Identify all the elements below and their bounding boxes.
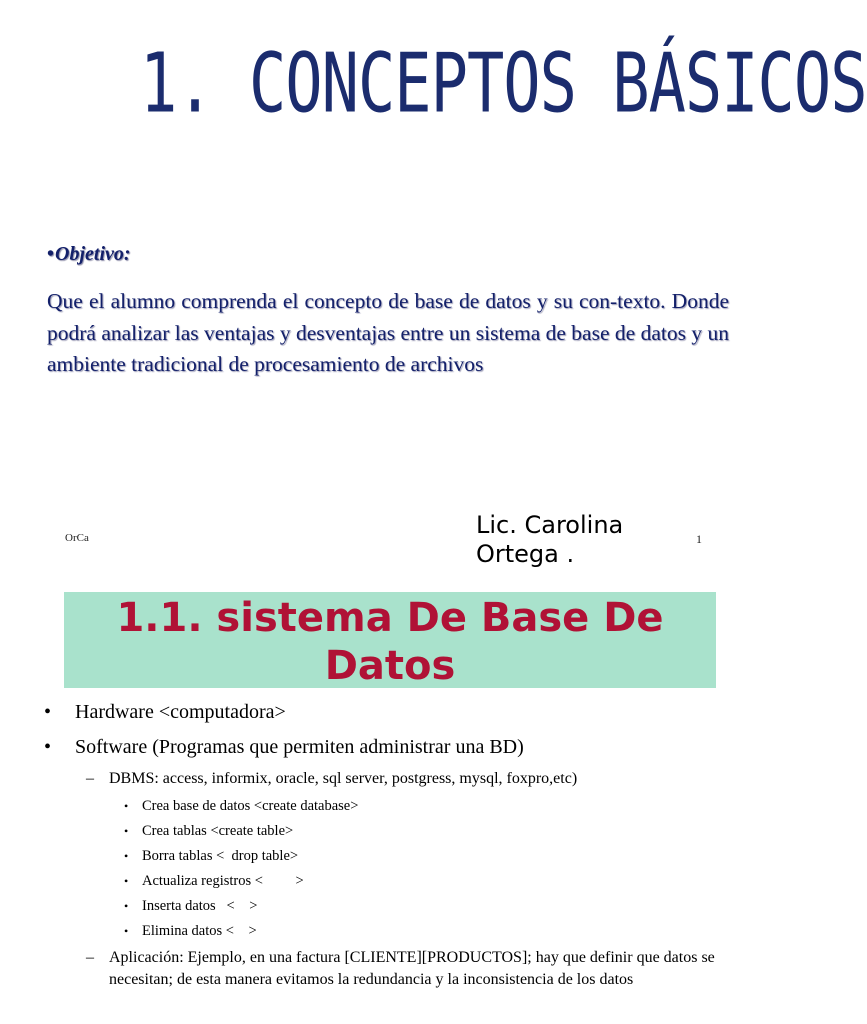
bullet-marker: •: [47, 243, 55, 265]
objective-label: Objetivo:: [55, 243, 131, 265]
bullet-marker: •: [124, 849, 129, 863]
slide-title: 1.1. sistema De Base De Datos: [116, 595, 664, 689]
footer-initials: OrCa: [65, 532, 89, 544]
title-banner: [64, 592, 716, 688]
operation-text: Crea tablas <create table>: [142, 823, 294, 839]
bullet-marker: •: [124, 924, 129, 938]
operation-text: Actualiza registros < >: [142, 873, 304, 889]
dbms-text: DBMS: access, informix, oracle, sql server, postgress, mysql, foxpro,etc): [109, 770, 578, 787]
list-item-text: Hardware <computadora>: [75, 701, 286, 723]
application-text: Aplicación: Ejemplo, en una factura [CLIENTE][PRODUCTOS]; hay que definir que datos se necesitan; de esta manera evitamos la redundancia y la inconsistencia de los datos: [109, 949, 715, 988]
bullet-marker: •: [124, 899, 129, 913]
operation-text: Inserta datos < >: [142, 898, 258, 914]
bullet-marker: •: [124, 799, 129, 813]
bullet-marker: •: [44, 701, 52, 723]
operation-text: Elimina datos < >: [142, 923, 257, 939]
bullet-marker: •: [124, 824, 129, 838]
dash-marker: –: [86, 770, 94, 787]
objective-heading: [47, 243, 131, 266]
operation-text: Crea base de datos <create database>: [142, 798, 359, 814]
slide-title: 1. CONCEPTOS BÁSICOS: [140, 35, 867, 132]
page-number: 1: [696, 532, 702, 546]
objective-text: Que el alumno comprenda el concepto de base de datos y su con-texto. Donde podrá analizar las ventajas y desventajas entre un sistema de base de datos y un ambiente tradicional de procesamiento de archivos: [47, 289, 729, 376]
slide-sistema-base-datos: [0, 590, 768, 1024]
list-item-text: Software (Programas que permiten administrar una BD): [75, 736, 524, 758]
dash-marker: –: [86, 949, 94, 966]
operation-text: Borra tablas < drop table>: [142, 848, 299, 864]
bullet-marker: •: [44, 736, 52, 758]
bullet-marker: •: [124, 874, 129, 888]
footer-author: Lic. Carolina Ortega .: [476, 511, 624, 568]
